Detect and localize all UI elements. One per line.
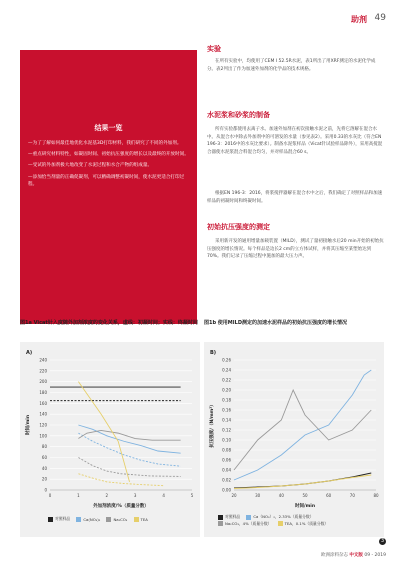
legend-item: Ca（NO₃）₂，2.33%（质量分数） — [246, 514, 313, 520]
series-line — [78, 433, 180, 466]
y-tick-label: 0.18 — [222, 397, 231, 403]
x-tick-label: 60 — [326, 493, 332, 498]
series-line — [78, 458, 180, 477]
y-tick-label: 200 — [39, 379, 47, 385]
panel-label: A) — [26, 350, 33, 356]
section-title-strength: 初始抗压强度的测定 — [207, 223, 270, 231]
summary-item: —为了了解如何最佳地优化水泥基3D打印材料，我们研究了不同的外加剂。 — [28, 141, 182, 146]
series-line — [78, 425, 180, 453]
footer — [321, 552, 386, 558]
y-tick-label: 80 — [41, 444, 47, 450]
paragraph: 所有实验都使用去离子水。加速外加剂在初次接触水泥之前，先将它溶解在混合水中。从混合水中除去外加剂中的可溶发的水量（参见表2）。采用0.33的水灰比（符合EN 196-3：2016中的水灰比要求）。制备水泥浆样品（Vicat针试验样品除外），采用高搅混合器使水泥浆混合料混合均匀，并对样品混合60 s。 — [207, 127, 383, 155]
legend-item: 对照样品 — [48, 516, 70, 522]
y-tick-label: 0.16 — [222, 407, 231, 413]
chart-1b-plot — [204, 342, 384, 512]
y-tick-label: 0.00 — [222, 487, 231, 493]
summary-title: 结果一览 — [94, 124, 123, 132]
legend-item: TEA — [134, 517, 148, 522]
legend-item: TEA，0.1%（质量分数） — [278, 521, 329, 527]
x-tick-label: 5 — [190, 493, 194, 498]
x-tick-label: 3 — [133, 493, 137, 498]
y-tick-label: 0.14 — [222, 417, 231, 423]
legend-item: Na₂CO₃ — [106, 517, 127, 522]
y-tick-label: 240 — [39, 357, 47, 363]
summary-item: —受试的外加剂极大地改变了水泥过程和水合产物的组成量。 — [28, 163, 153, 169]
x-tick-label: 40 — [278, 493, 284, 498]
legend-item: 对照样品 — [218, 514, 240, 520]
series-line — [78, 430, 180, 440]
section-title-experiment: 实验 — [207, 45, 221, 53]
paragraph: 在所有实验中，均使用了CEM I 52.5R水泥，表1所出了用XRF测定的水泥化学成分。表2列出了作为加速外加剂的化学品的技术规格。 — [207, 59, 376, 72]
y-tick-label: 220 — [39, 368, 47, 374]
y-tick-label: 120 — [39, 422, 47, 428]
series-line — [234, 370, 371, 480]
y-tick-label: 0.08 — [222, 447, 231, 453]
legend-item: Ca(NO₃)₂ — [76, 517, 100, 522]
y-tick-label: 160 — [39, 400, 47, 406]
page-number: 49 — [374, 13, 386, 23]
x-tick-label: 1 — [77, 493, 80, 498]
series-line — [78, 474, 163, 486]
figure-1a-caption: 图1a Vicat针入度随外加剂浓度的变化关系，虚线：初凝时间；实线：终凝时间 — [20, 320, 198, 326]
x-tick-label: 20 — [231, 493, 237, 498]
chart-1a — [20, 342, 200, 537]
x-tick-label: 30 — [255, 493, 261, 498]
y-axis-label: 抗压强度/（N/mm²） — [210, 402, 215, 448]
y-axis-label: 时间/min — [26, 414, 31, 436]
y-tick-label: 0.06 — [222, 457, 231, 463]
y-tick-label: 0 — [44, 487, 47, 493]
summary-item: —添加恰当剂量的正确促凝剂，可以精确调整初凝时间，使水泥更适合打印过程。 — [28, 174, 185, 187]
summary-item: —重点研究材料特性，如凝固时间、初始抗压强度的增长以及最终的开放时间。 — [28, 152, 189, 158]
y-tick-label: 60 — [41, 455, 47, 460]
y-tick-label: 0.10 — [222, 437, 231, 443]
page-marker: 3 — [380, 538, 385, 544]
x-tick-label: 80 — [373, 493, 379, 498]
series-line — [78, 382, 129, 482]
x-axis-label: 时间/min — [294, 504, 316, 509]
y-tick-label: 0.26 — [222, 357, 231, 363]
y-tick-label: 0.24 — [222, 367, 231, 373]
y-tick-label: 0.20 — [222, 387, 231, 393]
chart-1a-legend — [48, 516, 153, 523]
y-tick-label: 0.04 — [222, 467, 231, 473]
x-tick-label: 70 — [349, 493, 355, 498]
paragraph: 根据EN 196-3：2016，将浆搅拌器解在混合水中之后，我们确定了对照样品和加速样品的初凝时间和终凝时间。 — [207, 191, 383, 204]
panel-label: B) — [210, 350, 217, 356]
y-tick-label: 100 — [39, 433, 47, 439]
figure-1b-caption: 图1b 使用MILD测定的加速水泥样品的初始抗压强度的增长情况 — [204, 320, 347, 326]
series-line — [234, 473, 371, 488]
section-label: 助剂 — [351, 15, 367, 24]
y-tick-label: 0.22 — [222, 377, 231, 383]
footer-edition: 中文版 — [349, 553, 363, 558]
y-tick-label: 140 — [39, 411, 47, 417]
summary-box — [20, 50, 197, 324]
x-tick-label: 2 — [105, 493, 109, 498]
legend-item: Na₂CO₃，4%（质量分数） — [218, 521, 271, 527]
y-tick-label: 20 — [41, 476, 47, 482]
summary-list — [28, 140, 189, 192]
chart-1a-plot — [20, 342, 200, 512]
x-tick-label: 4 — [162, 493, 165, 498]
paragraph: 采用新开发的通用增量加载装置（MILD），测试了量初接触水后20 min开始的初始抗压强度的增长情况。每个样品是边长2 cm的立方体试样，并将其压缩至某塑始达到70%。我们记录了压缩过程中施加的最大压力声。 — [207, 239, 384, 260]
chart-1b — [204, 342, 384, 537]
y-tick-label: 40 — [41, 465, 47, 471]
y-tick-label: 180 — [39, 390, 47, 395]
x-tick-label: 50 — [302, 493, 308, 498]
footer-magazine: 欧洲涂料杂志 — [320, 553, 348, 558]
y-tick-label: 0.02 — [222, 477, 231, 483]
x-tick-label: 0 — [48, 493, 52, 498]
y-tick-label: 0.12 — [222, 427, 231, 433]
x-axis-label: 外加剂浓度/%（质量分数） — [93, 504, 149, 509]
footer-issue: 09 - 2019 — [364, 553, 386, 558]
section-title-preparation: 水泥浆和砂浆的制备 — [207, 111, 270, 119]
chart-1b-legend — [218, 514, 378, 527]
